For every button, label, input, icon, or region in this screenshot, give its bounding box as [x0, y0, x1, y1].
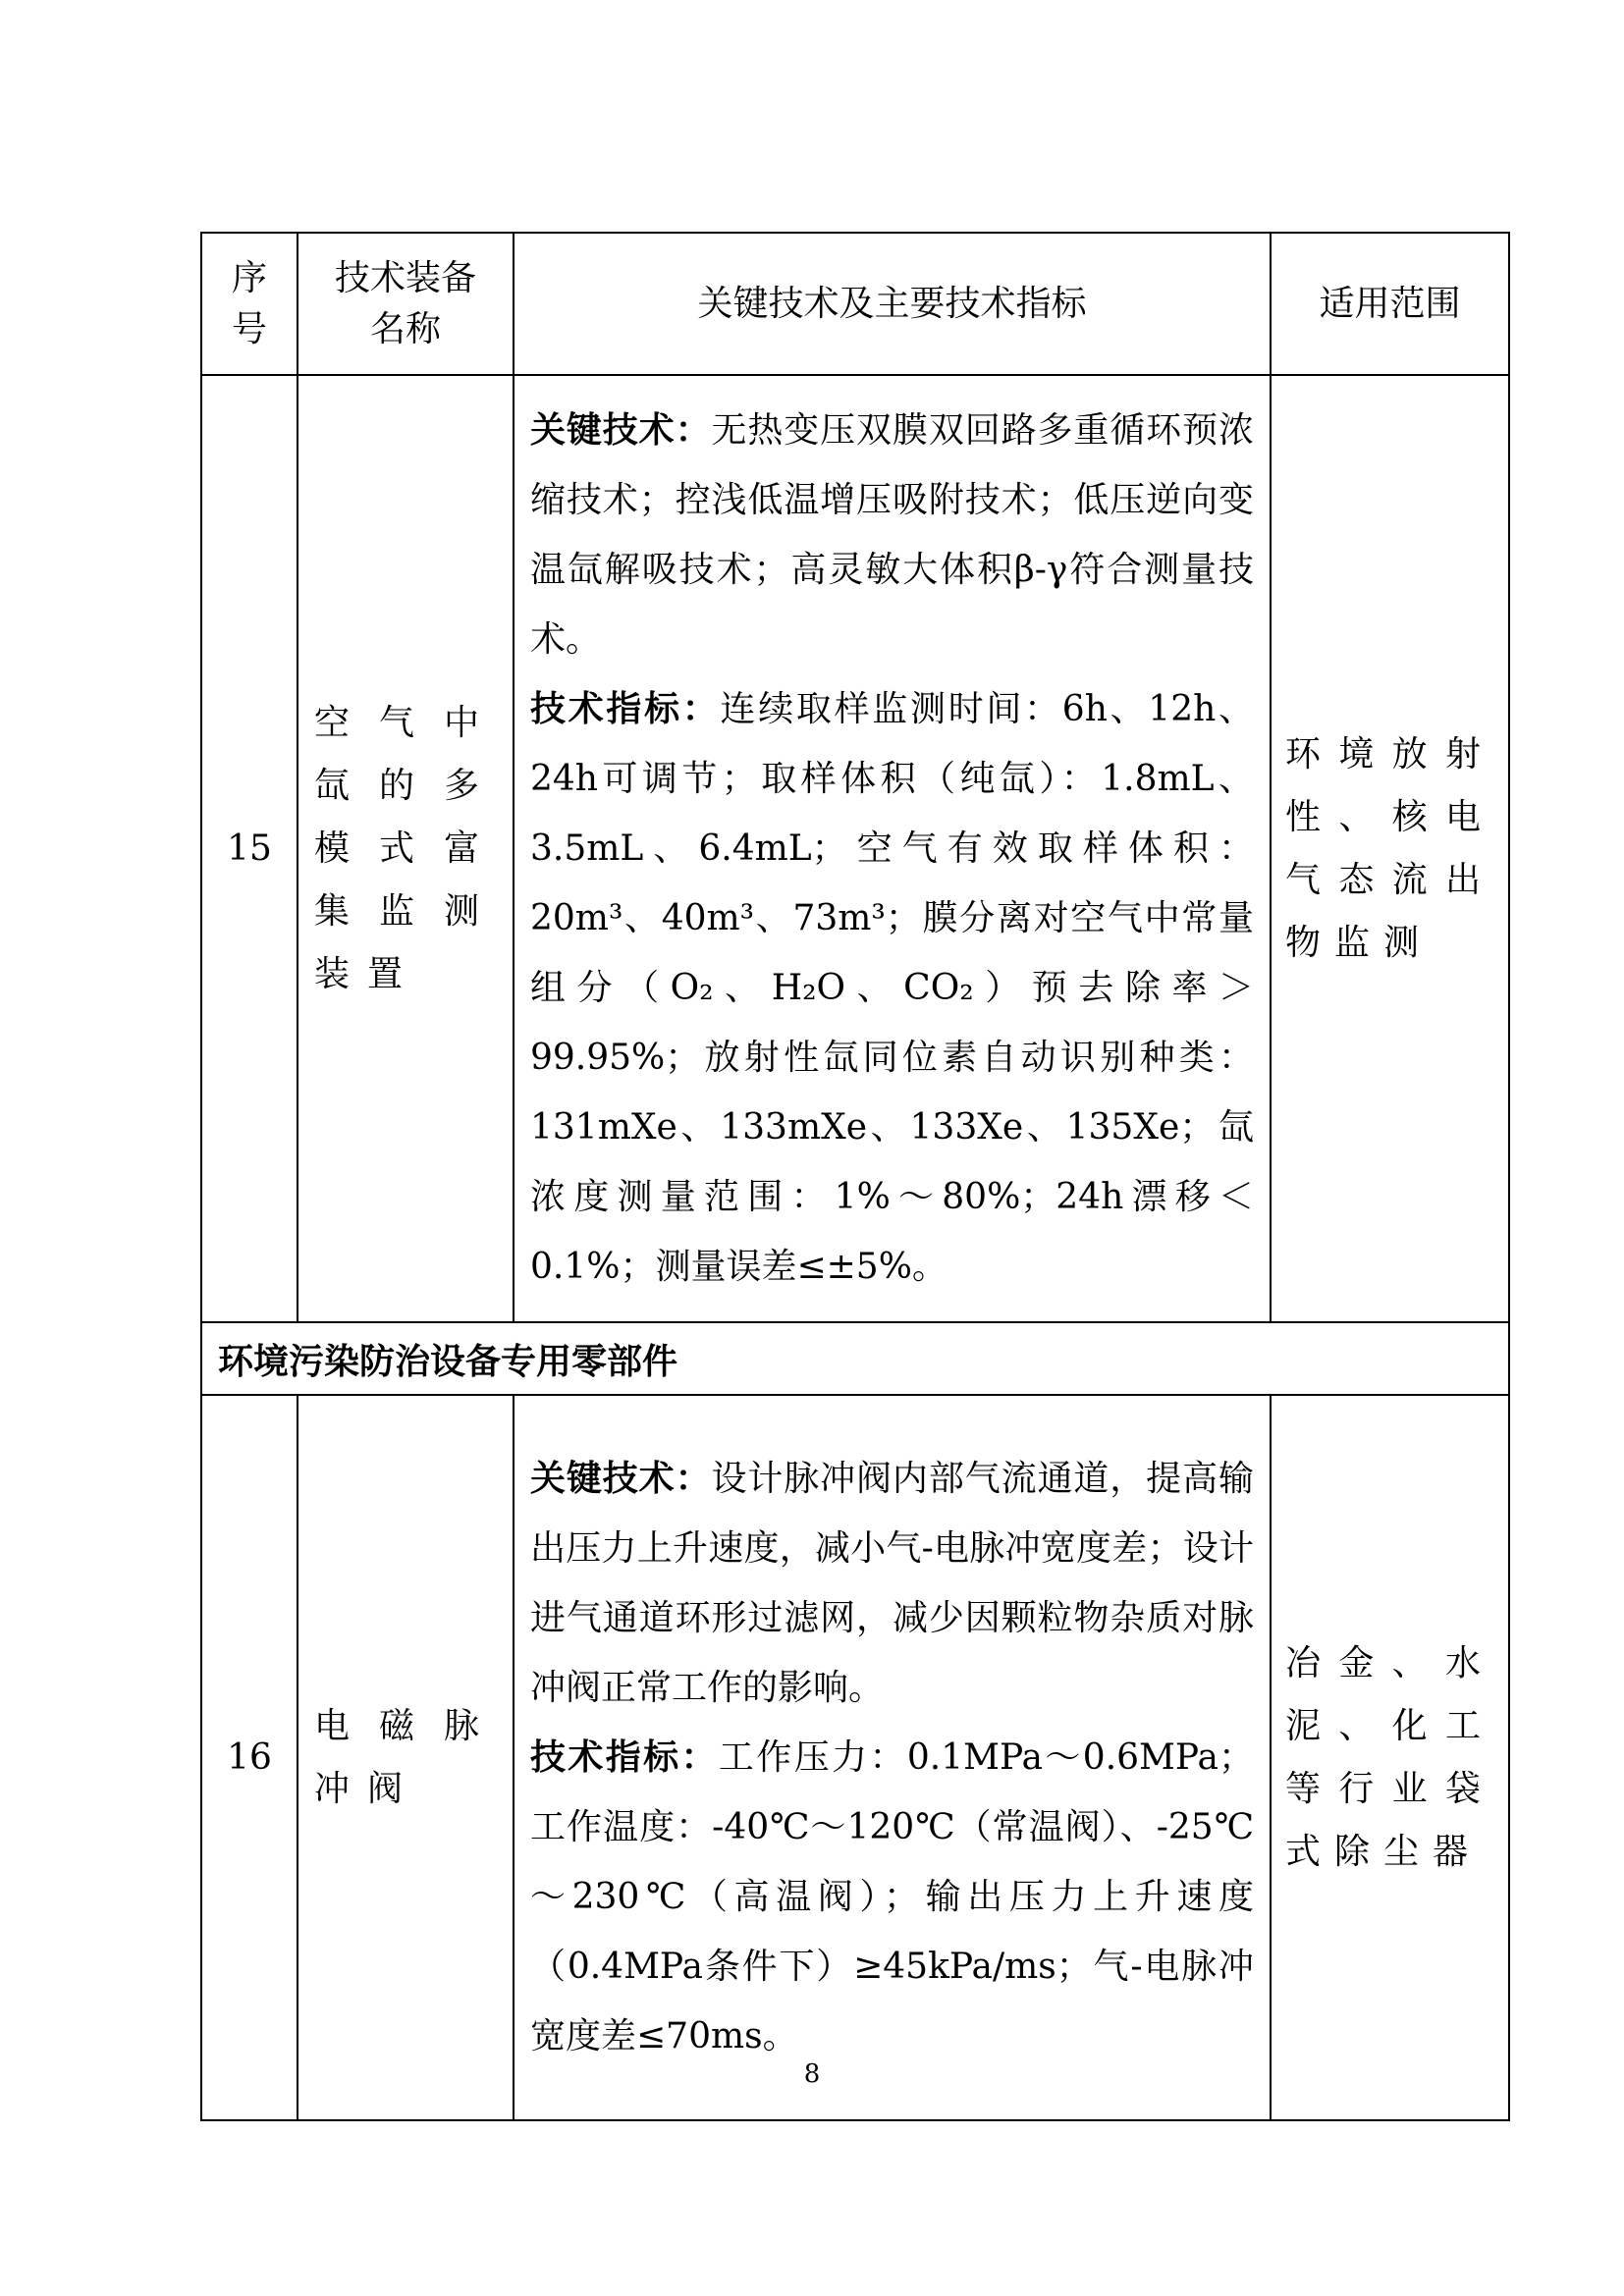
- table-row: [201, 1395, 1509, 2120]
- index-text: 工作压力：0.1MPa～0.6MPa；工作温度：-40℃～120℃（常温阀）、-25℃～230℃（高温阀）；输出压力上升速度（0.4MPa条件下）≥45kPa/ms；气-电脉冲宽度差≤70ms。: [530, 1737, 1254, 2056]
- index-label: 技术指标：: [530, 1736, 719, 1778]
- key-tech-label: 关键技术：: [530, 1458, 712, 1499]
- header-seq: 序号: [201, 233, 298, 375]
- row-tech: [514, 1395, 1271, 2120]
- key-tech-text: 设计脉冲阀内部气流通道，提高输出压力上升速度，减小气-电脉冲宽度差；设计进气通道环形过滤网，减少因颗粒物杂质对脉冲阀正常工作的影响。: [530, 1459, 1254, 1708]
- section-row: [201, 1322, 1509, 1395]
- key-tech-paragraph: [530, 396, 1254, 674]
- header-tech: 关键技术及主要技术指标: [514, 233, 1271, 375]
- index-text: 连续取样监测时间：6h、12h、24h可调节；取样体积（纯氙）：1.8mL、3.5mL、6.4mL；空气有效取样体积：20m³、40m³、73m³；膜分离对空气中常量组分（O₂、H₂O、CO₂）预去除率＞99.95%；放射性氙同位素自动识别种类：131mXe、133mXe、133Xe、135Xe；氙浓度测量范围：1%～80%；24h漂移＜0.1%；测量误差≤±5%。: [530, 689, 1254, 1287]
- row-scope: 冶金、水泥、化工等行业袋式除尘器: [1271, 1395, 1509, 2120]
- index-label: 技术指标：: [530, 688, 721, 729]
- table-row: [201, 375, 1509, 1322]
- index-paragraph: [530, 1723, 1254, 2071]
- row-name: 空气中氙的多模式富集监测装置: [298, 375, 514, 1322]
- equipment-table: [200, 232, 1510, 2121]
- index-paragraph: [530, 674, 1254, 1302]
- key-tech-label: 关键技术：: [530, 409, 712, 451]
- row-tech: [514, 375, 1271, 1322]
- key-tech-paragraph: [530, 1444, 1254, 1723]
- key-tech-text: 无热变压双膜双回路多重循环预浓缩技术；控浅低温增压吸附技术；低压逆向变温氙解吸技术；高灵敏大体积β-γ符合测量技术。: [530, 410, 1254, 660]
- section-title: 环境污染防治设备专用零部件: [201, 1322, 1509, 1395]
- header-scope: 适用范围: [1271, 233, 1509, 375]
- table-header-row: [201, 233, 1509, 375]
- row-scope: 环境放射性、核电气态流出物监测: [1271, 375, 1509, 1322]
- page-number: 8: [803, 2059, 821, 2089]
- header-name: 技术装备名称: [298, 233, 514, 375]
- row-seq: 16: [201, 1395, 298, 2120]
- row-seq: 15: [201, 375, 298, 1322]
- row-name: 电磁脉冲阀: [298, 1395, 514, 2120]
